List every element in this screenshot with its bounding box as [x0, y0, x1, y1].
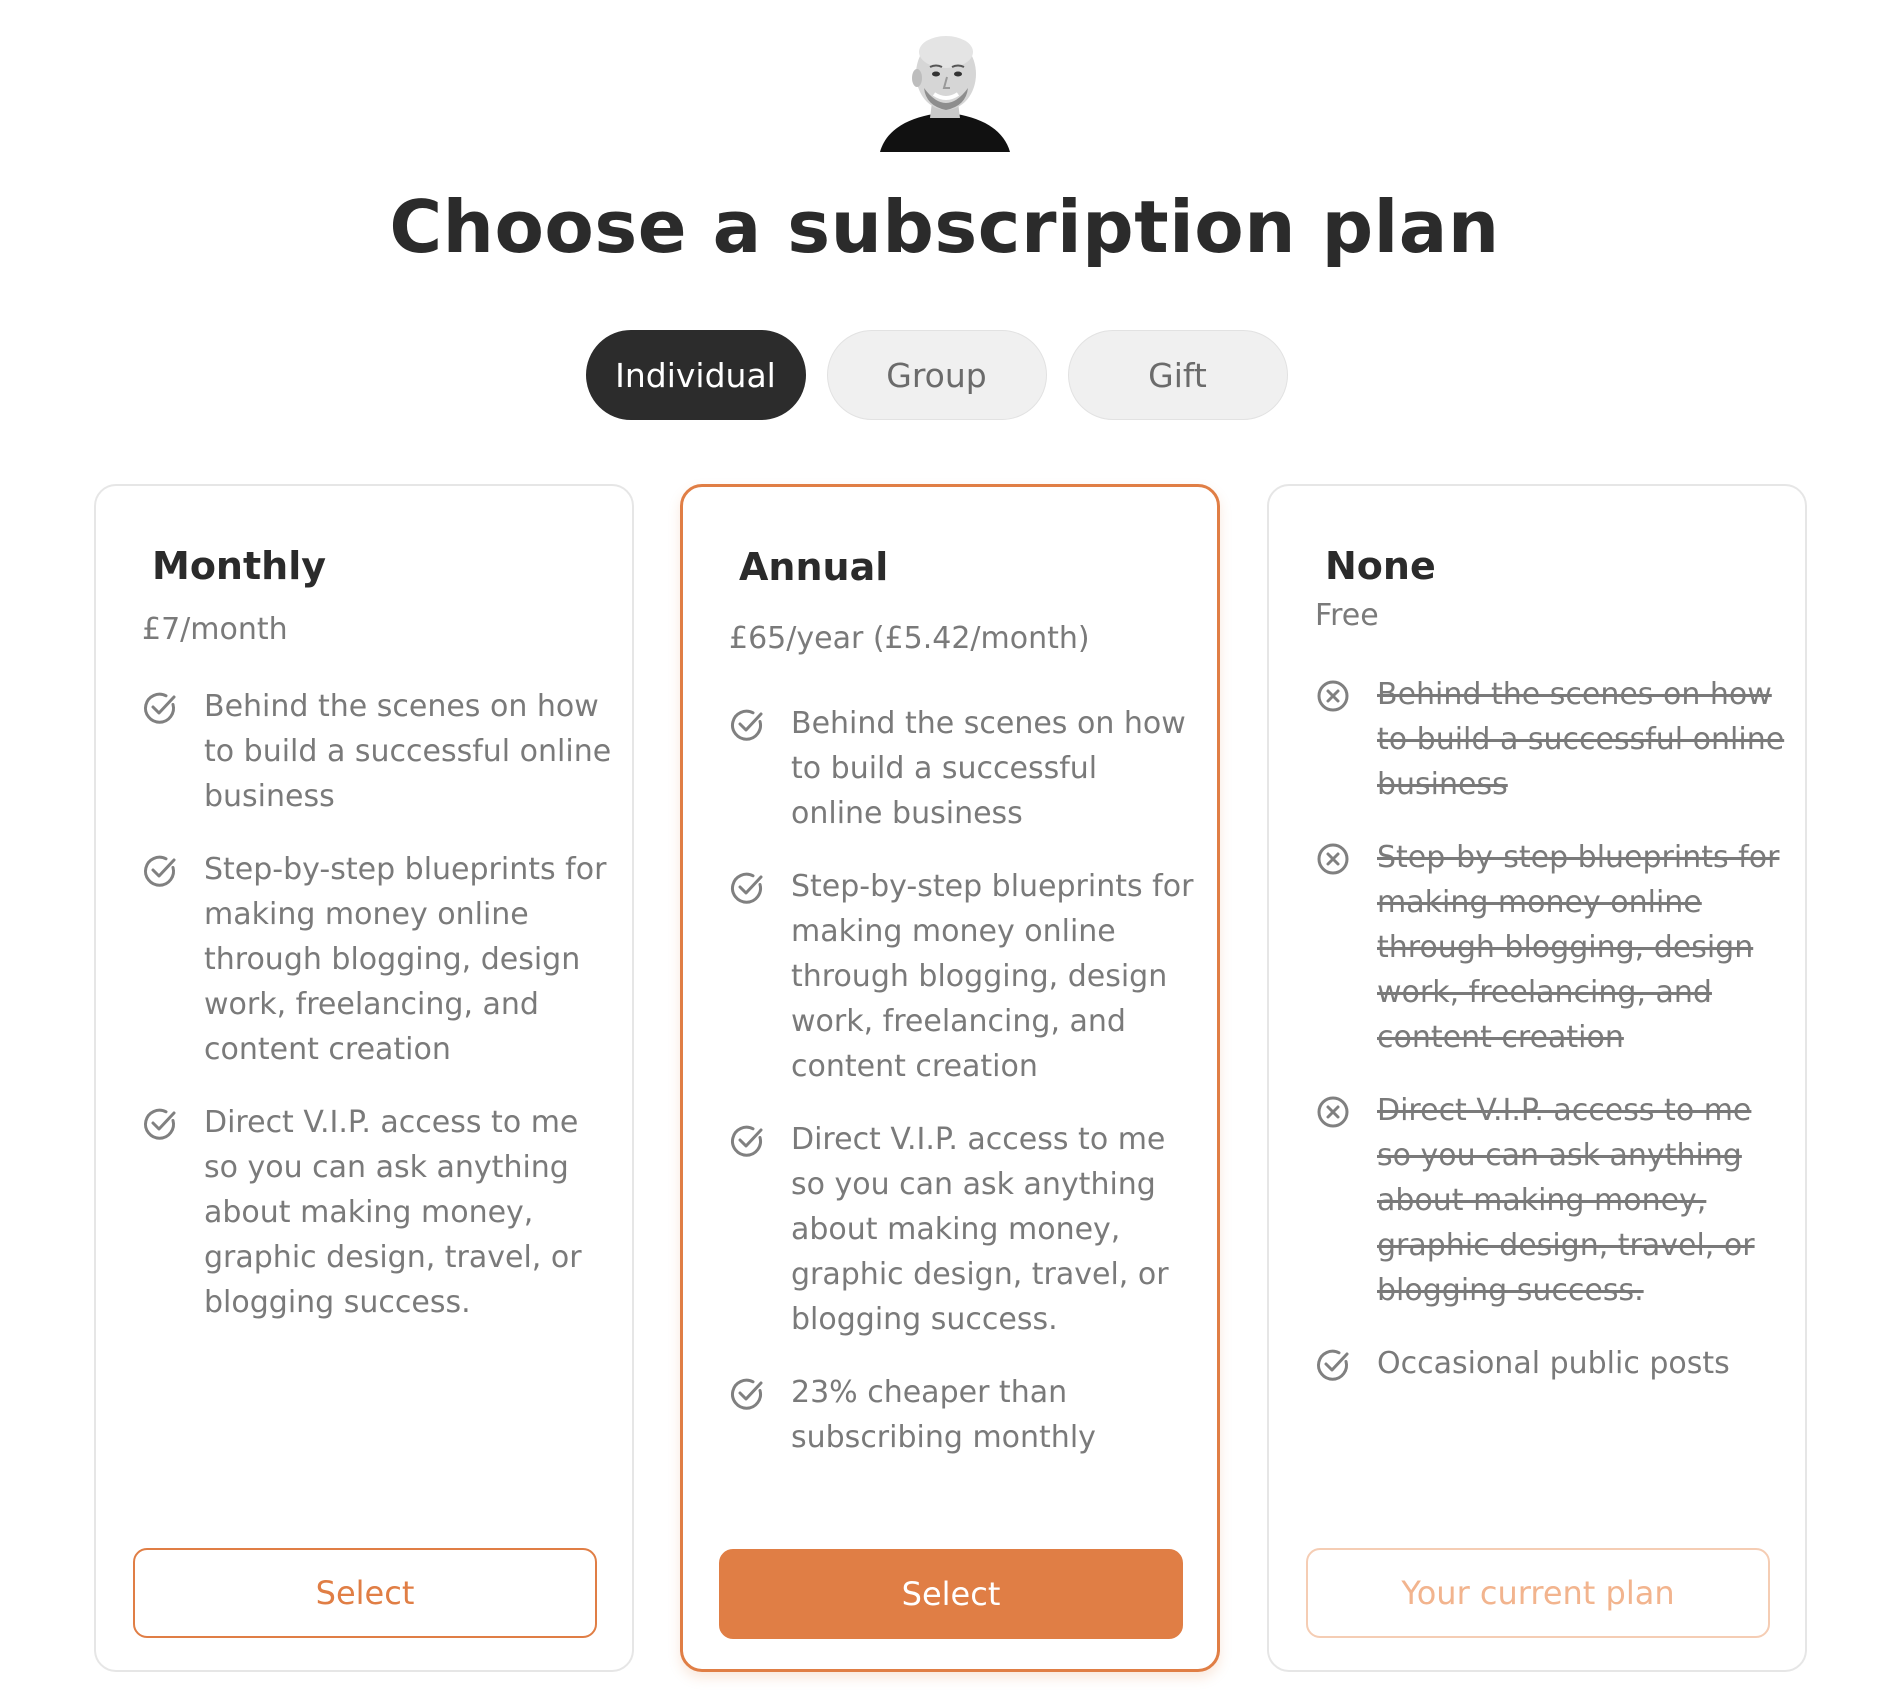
tab-individual[interactable]: Individual — [586, 330, 806, 420]
plan-card-none — [1267, 484, 1807, 1672]
feature-list — [729, 701, 1197, 1488]
plan-price: Free — [1315, 598, 1379, 633]
avatar — [878, 22, 1012, 152]
feature-text: Step-by-step blueprints for making money online through blogging, design work, freelancing, and content creation — [791, 869, 1194, 1084]
plan-price: £7/month — [142, 612, 288, 647]
feature-item — [729, 864, 1197, 1089]
check-circle-icon — [142, 853, 178, 889]
check-circle-icon — [142, 690, 178, 726]
check-circle-icon — [729, 1376, 765, 1412]
check-circle-icon — [1315, 1347, 1351, 1383]
feature-item — [142, 1100, 612, 1325]
select-monthly-button[interactable]: Select — [133, 1548, 597, 1638]
feature-text: Behind the scenes on how to build a successful online business — [1377, 677, 1785, 802]
feature-item-excluded — [1315, 835, 1785, 1060]
feature-text: Direct V.I.P. access to me so you can ask anything about making money, graphic design, travel, or blogging success. — [1377, 1093, 1755, 1308]
feature-text: 23% cheaper than subscribing monthly — [791, 1375, 1096, 1455]
feature-text: Step-by-step blueprints for making money online through blogging, design work, freelancing, and content creation — [1377, 840, 1780, 1055]
feature-list — [1315, 672, 1785, 1414]
feature-item-excluded — [1315, 1088, 1785, 1313]
check-circle-icon — [729, 707, 765, 743]
feature-item — [142, 684, 612, 819]
current-plan-button[interactable]: Your current plan — [1306, 1548, 1770, 1638]
feature-text: Step-by-step blueprints for making money online through blogging, design work, freelancing, and content creation — [204, 852, 607, 1067]
feature-item-excluded — [1315, 672, 1785, 807]
check-circle-icon — [729, 870, 765, 906]
feature-item — [729, 1370, 1197, 1460]
feature-text: Behind the scenes on how to build a successful online business — [791, 706, 1186, 831]
feature-list — [142, 684, 612, 1353]
x-circle-icon — [1315, 1094, 1351, 1130]
author-photo — [878, 22, 1012, 152]
page-title: Choose a subscription plan — [389, 185, 1500, 269]
feature-item — [1315, 1341, 1785, 1386]
select-annual-button[interactable]: Select — [719, 1549, 1183, 1639]
feature-item — [729, 701, 1197, 836]
feature-item — [729, 1117, 1197, 1342]
check-circle-icon — [729, 1123, 765, 1159]
feature-text: Direct V.I.P. access to me so you can ask anything about making money, graphic design, travel, or blogging success. — [791, 1122, 1169, 1337]
plan-name: None — [1325, 544, 1436, 588]
feature-text: Occasional public posts — [1377, 1346, 1730, 1381]
x-circle-icon — [1315, 841, 1351, 877]
feature-text: Direct V.I.P. access to me so you can ask anything about making money, graphic design, travel, or blogging success. — [204, 1105, 582, 1320]
feature-text: Behind the scenes on how to build a successful online business — [204, 689, 612, 814]
tab-gift[interactable]: Gift — [1068, 330, 1288, 420]
plan-name: Annual — [739, 545, 889, 589]
plan-card-monthly — [94, 484, 634, 1672]
feature-item — [142, 847, 612, 1072]
plan-card-annual — [680, 484, 1220, 1672]
x-circle-icon — [1315, 678, 1351, 714]
plan-name: Monthly — [152, 544, 326, 588]
check-circle-icon — [142, 1106, 178, 1142]
plan-price: £65/year (£5.42/month) — [729, 621, 1090, 656]
plan-type-tabs — [0, 330, 1881, 420]
tab-group[interactable]: Group — [827, 330, 1047, 420]
